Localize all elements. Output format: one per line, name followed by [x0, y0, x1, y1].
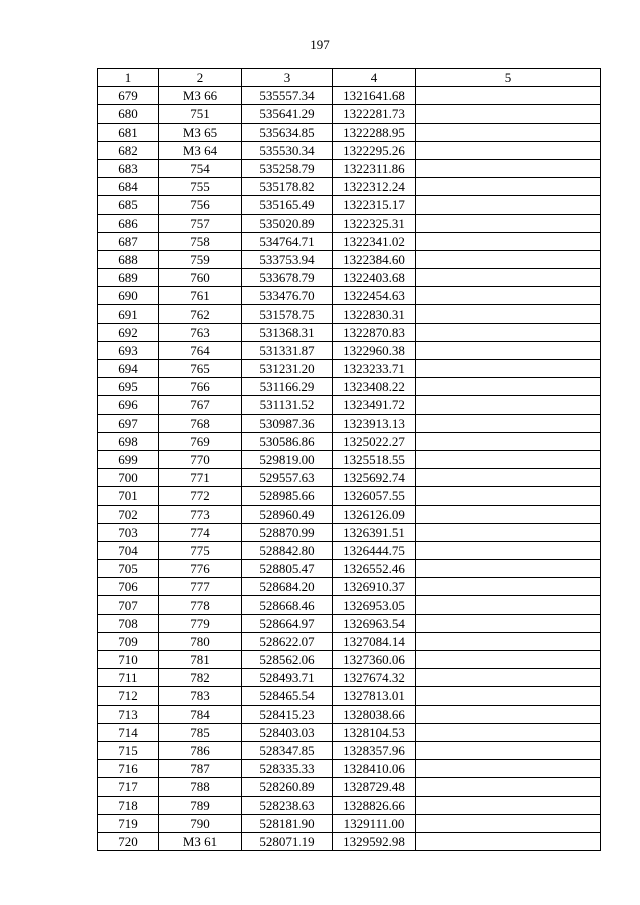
table-row [98, 560, 601, 578]
x-coordinate-cell: 534764.71 [242, 232, 333, 250]
point-label-cell: 761 [159, 287, 242, 305]
x-coordinate-cell: 535165.49 [242, 196, 333, 214]
x-coordinate-cell: 528071.19 [242, 832, 333, 850]
table-row [98, 450, 601, 468]
y-coordinate-cell: 1322960.38 [333, 341, 416, 359]
y-coordinate-cell: 1322384.60 [333, 250, 416, 268]
x-coordinate-cell: 528985.66 [242, 487, 333, 505]
point-number-cell: 688 [98, 250, 159, 268]
note-cell [416, 341, 601, 359]
y-coordinate-cell: 1326126.09 [333, 505, 416, 523]
x-coordinate-cell: 528960.49 [242, 505, 333, 523]
table-row [98, 814, 601, 832]
point-number-cell: 716 [98, 760, 159, 778]
y-coordinate-cell: 1328357.96 [333, 741, 416, 759]
point-number-cell: 689 [98, 269, 159, 287]
table-row [98, 832, 601, 850]
column-header-3: 3 [242, 69, 333, 87]
point-number-cell: 693 [98, 341, 159, 359]
point-label-cell: 780 [159, 632, 242, 650]
y-coordinate-cell: 1326444.75 [333, 541, 416, 559]
point-number-cell: 700 [98, 469, 159, 487]
point-number-cell: 707 [98, 596, 159, 614]
point-label-cell: 757 [159, 214, 242, 232]
point-label-cell: 777 [159, 578, 242, 596]
x-coordinate-cell: 528347.85 [242, 741, 333, 759]
x-coordinate-cell: 528260.89 [242, 778, 333, 796]
point-label-cell: 768 [159, 414, 242, 432]
point-number-cell: 713 [98, 705, 159, 723]
table-row [98, 778, 601, 796]
table-row [98, 723, 601, 741]
note-cell [416, 505, 601, 523]
x-coordinate-cell: 528335.33 [242, 760, 333, 778]
point-label-cell: МЗ 65 [159, 123, 242, 141]
point-number-cell: 714 [98, 723, 159, 741]
y-coordinate-cell: 1325692.74 [333, 469, 416, 487]
note-cell [416, 832, 601, 850]
x-coordinate-cell: 530987.36 [242, 414, 333, 432]
point-number-cell: 685 [98, 196, 159, 214]
table-row [98, 523, 601, 541]
y-coordinate-cell: 1322311.86 [333, 159, 416, 177]
note-cell [416, 323, 601, 341]
point-number-cell: 692 [98, 323, 159, 341]
point-number-cell: 680 [98, 105, 159, 123]
x-coordinate-cell: 531166.29 [242, 378, 333, 396]
note-cell [416, 105, 601, 123]
y-coordinate-cell: 1329111.00 [333, 814, 416, 832]
point-number-cell: 704 [98, 541, 159, 559]
coordinates-table [97, 68, 601, 851]
point-number-cell: 715 [98, 741, 159, 759]
x-coordinate-cell: 529819.00 [242, 450, 333, 468]
note-cell [416, 396, 601, 414]
point-label-cell: 766 [159, 378, 242, 396]
point-label-cell: 760 [159, 269, 242, 287]
y-coordinate-cell: 1329592.98 [333, 832, 416, 850]
note-cell [416, 141, 601, 159]
table-row [98, 705, 601, 723]
x-coordinate-cell: 535641.29 [242, 105, 333, 123]
table-row [98, 760, 601, 778]
table-row [98, 232, 601, 250]
table-row [98, 632, 601, 650]
point-label-cell: 758 [159, 232, 242, 250]
note-cell [416, 760, 601, 778]
point-number-cell: 682 [98, 141, 159, 159]
note-cell [416, 487, 601, 505]
point-label-cell: 776 [159, 560, 242, 578]
note-cell [416, 687, 601, 705]
table-row [98, 159, 601, 177]
point-number-cell: 696 [98, 396, 159, 414]
point-number-cell: 711 [98, 669, 159, 687]
point-label-cell: 763 [159, 323, 242, 341]
note-cell [416, 87, 601, 105]
x-coordinate-cell: 529557.63 [242, 469, 333, 487]
point-number-cell: 717 [98, 778, 159, 796]
note-cell [416, 796, 601, 814]
x-coordinate-cell: 535557.34 [242, 87, 333, 105]
note-cell [416, 814, 601, 832]
point-label-cell: 790 [159, 814, 242, 832]
x-coordinate-cell: 535634.85 [242, 123, 333, 141]
point-label-cell: 784 [159, 705, 242, 723]
table-row [98, 596, 601, 614]
table-row [98, 505, 601, 523]
x-coordinate-cell: 531231.20 [242, 360, 333, 378]
point-label-cell: 789 [159, 796, 242, 814]
table-body [98, 87, 601, 851]
column-header-4: 4 [333, 69, 416, 87]
x-coordinate-cell: 531368.31 [242, 323, 333, 341]
y-coordinate-cell: 1328038.66 [333, 705, 416, 723]
note-cell [416, 651, 601, 669]
y-coordinate-cell: 1322830.31 [333, 305, 416, 323]
y-coordinate-cell: 1321641.68 [333, 87, 416, 105]
note-cell [416, 178, 601, 196]
y-coordinate-cell: 1326910.37 [333, 578, 416, 596]
y-coordinate-cell: 1326391.51 [333, 523, 416, 541]
point-label-cell: 785 [159, 723, 242, 741]
point-label-cell: 788 [159, 778, 242, 796]
table-row [98, 323, 601, 341]
table-row [98, 614, 601, 632]
x-coordinate-cell: 528415.23 [242, 705, 333, 723]
x-coordinate-cell: 533678.79 [242, 269, 333, 287]
point-number-cell: 712 [98, 687, 159, 705]
point-number-cell: 695 [98, 378, 159, 396]
note-cell [416, 596, 601, 614]
point-label-cell: 764 [159, 341, 242, 359]
y-coordinate-cell: 1327360.06 [333, 651, 416, 669]
y-coordinate-cell: 1326057.55 [333, 487, 416, 505]
note-cell [416, 778, 601, 796]
x-coordinate-cell: 535020.89 [242, 214, 333, 232]
x-coordinate-cell: 530586.86 [242, 432, 333, 450]
x-coordinate-cell: 535178.82 [242, 178, 333, 196]
y-coordinate-cell: 1323408.22 [333, 378, 416, 396]
table-row [98, 432, 601, 450]
point-label-cell: 782 [159, 669, 242, 687]
point-label-cell: 774 [159, 523, 242, 541]
y-coordinate-cell: 1323491.72 [333, 396, 416, 414]
note-cell [416, 723, 601, 741]
table-row [98, 541, 601, 559]
point-label-cell: 754 [159, 159, 242, 177]
y-coordinate-cell: 1328729.48 [333, 778, 416, 796]
x-coordinate-cell: 528664.97 [242, 614, 333, 632]
note-cell [416, 123, 601, 141]
column-header-1: 1 [98, 69, 159, 87]
table-header-row [98, 69, 601, 87]
table-row [98, 687, 601, 705]
y-coordinate-cell: 1325022.27 [333, 432, 416, 450]
table-row [98, 105, 601, 123]
table-row [98, 396, 601, 414]
y-coordinate-cell: 1322312.24 [333, 178, 416, 196]
point-number-cell: 701 [98, 487, 159, 505]
note-cell [416, 669, 601, 687]
table-row [98, 578, 601, 596]
table-row [98, 341, 601, 359]
note-cell [416, 232, 601, 250]
note-cell [416, 560, 601, 578]
x-coordinate-cell: 531578.75 [242, 305, 333, 323]
x-coordinate-cell: 528842.80 [242, 541, 333, 559]
point-number-cell: 687 [98, 232, 159, 250]
point-label-cell: 756 [159, 196, 242, 214]
point-number-cell: 684 [98, 178, 159, 196]
point-number-cell: 698 [98, 432, 159, 450]
note-cell [416, 196, 601, 214]
point-number-cell: 690 [98, 287, 159, 305]
note-cell [416, 614, 601, 632]
x-coordinate-cell: 535258.79 [242, 159, 333, 177]
table-row [98, 796, 601, 814]
point-number-cell: 718 [98, 796, 159, 814]
x-coordinate-cell: 528181.90 [242, 814, 333, 832]
y-coordinate-cell: 1322403.68 [333, 269, 416, 287]
point-number-cell: 703 [98, 523, 159, 541]
y-coordinate-cell: 1327674.32 [333, 669, 416, 687]
point-label-cell: 769 [159, 432, 242, 450]
table-row [98, 305, 601, 323]
y-coordinate-cell: 1327813.01 [333, 687, 416, 705]
x-coordinate-cell: 528493.71 [242, 669, 333, 687]
point-number-cell: 699 [98, 450, 159, 468]
y-coordinate-cell: 1328410.06 [333, 760, 416, 778]
x-coordinate-cell: 528668.46 [242, 596, 333, 614]
x-coordinate-cell: 528805.47 [242, 560, 333, 578]
y-coordinate-cell: 1328826.66 [333, 796, 416, 814]
point-number-cell: 679 [98, 87, 159, 105]
y-coordinate-cell: 1325518.55 [333, 450, 416, 468]
note-cell [416, 432, 601, 450]
note-cell [416, 469, 601, 487]
point-label-cell: 755 [159, 178, 242, 196]
note-cell [416, 450, 601, 468]
x-coordinate-cell: 535530.34 [242, 141, 333, 159]
point-number-cell: 681 [98, 123, 159, 141]
table-row [98, 141, 601, 159]
point-number-cell: 702 [98, 505, 159, 523]
point-label-cell: 751 [159, 105, 242, 123]
x-coordinate-cell: 528684.20 [242, 578, 333, 596]
page-number: 197 [310, 37, 330, 52]
table-row [98, 378, 601, 396]
note-cell [416, 414, 601, 432]
table-row [98, 123, 601, 141]
table-row [98, 414, 601, 432]
point-label-cell: МЗ 64 [159, 141, 242, 159]
point-label-cell: 771 [159, 469, 242, 487]
point-number-cell: 686 [98, 214, 159, 232]
point-number-cell: 697 [98, 414, 159, 432]
point-number-cell: 683 [98, 159, 159, 177]
point-number-cell: 709 [98, 632, 159, 650]
table-row [98, 214, 601, 232]
x-coordinate-cell: 528238.63 [242, 796, 333, 814]
y-coordinate-cell: 1322281.73 [333, 105, 416, 123]
note-cell [416, 214, 601, 232]
note-cell [416, 705, 601, 723]
note-cell [416, 741, 601, 759]
y-coordinate-cell: 1322870.83 [333, 323, 416, 341]
point-label-cell: 778 [159, 596, 242, 614]
point-number-cell: 720 [98, 832, 159, 850]
table-row [98, 651, 601, 669]
point-label-cell: 773 [159, 505, 242, 523]
point-number-cell: 708 [98, 614, 159, 632]
point-label-cell: 779 [159, 614, 242, 632]
note-cell [416, 360, 601, 378]
x-coordinate-cell: 528622.07 [242, 632, 333, 650]
table-row [98, 178, 601, 196]
table-row [98, 669, 601, 687]
x-coordinate-cell: 531331.87 [242, 341, 333, 359]
table-row [98, 487, 601, 505]
point-label-cell: 775 [159, 541, 242, 559]
point-label-cell: 772 [159, 487, 242, 505]
table-row [98, 360, 601, 378]
x-coordinate-cell: 528465.54 [242, 687, 333, 705]
note-cell [416, 578, 601, 596]
point-label-cell: 762 [159, 305, 242, 323]
point-label-cell: 787 [159, 760, 242, 778]
table-row [98, 469, 601, 487]
point-label-cell: 770 [159, 450, 242, 468]
point-number-cell: 710 [98, 651, 159, 669]
table-row [98, 269, 601, 287]
y-coordinate-cell: 1322288.95 [333, 123, 416, 141]
y-coordinate-cell: 1326552.46 [333, 560, 416, 578]
point-label-cell: 767 [159, 396, 242, 414]
y-coordinate-cell: 1322454.63 [333, 287, 416, 305]
point-number-cell: 691 [98, 305, 159, 323]
x-coordinate-cell: 531131.52 [242, 396, 333, 414]
note-cell [416, 305, 601, 323]
point-label-cell: 781 [159, 651, 242, 669]
x-coordinate-cell: 528870.99 [242, 523, 333, 541]
y-coordinate-cell: 1326953.05 [333, 596, 416, 614]
table-row [98, 287, 601, 305]
point-number-cell: 719 [98, 814, 159, 832]
note-cell [416, 250, 601, 268]
y-coordinate-cell: 1322325.31 [333, 214, 416, 232]
note-cell [416, 523, 601, 541]
note-cell [416, 378, 601, 396]
y-coordinate-cell: 1322295.26 [333, 141, 416, 159]
table-row [98, 250, 601, 268]
table-row [98, 196, 601, 214]
y-coordinate-cell: 1323913.13 [333, 414, 416, 432]
point-label-cell: 786 [159, 741, 242, 759]
y-coordinate-cell: 1323233.71 [333, 360, 416, 378]
point-number-cell: 705 [98, 560, 159, 578]
point-label-cell: 759 [159, 250, 242, 268]
y-coordinate-cell: 1322341.02 [333, 232, 416, 250]
column-header-2: 2 [159, 69, 242, 87]
point-number-cell: 706 [98, 578, 159, 596]
point-label-cell: 765 [159, 360, 242, 378]
point-number-cell: 694 [98, 360, 159, 378]
note-cell [416, 541, 601, 559]
note-cell [416, 632, 601, 650]
y-coordinate-cell: 1328104.53 [333, 723, 416, 741]
x-coordinate-cell: 528562.06 [242, 651, 333, 669]
x-coordinate-cell: 533753.94 [242, 250, 333, 268]
y-coordinate-cell: 1326963.54 [333, 614, 416, 632]
point-label-cell: 783 [159, 687, 242, 705]
y-coordinate-cell: 1327084.14 [333, 632, 416, 650]
note-cell [416, 287, 601, 305]
point-label-cell: МЗ 61 [159, 832, 242, 850]
note-cell [416, 159, 601, 177]
x-coordinate-cell: 528403.03 [242, 723, 333, 741]
y-coordinate-cell: 1322315.17 [333, 196, 416, 214]
table-row [98, 87, 601, 105]
column-header-5: 5 [416, 69, 601, 87]
point-label-cell: МЗ 66 [159, 87, 242, 105]
x-coordinate-cell: 533476.70 [242, 287, 333, 305]
table-row [98, 741, 601, 759]
note-cell [416, 269, 601, 287]
